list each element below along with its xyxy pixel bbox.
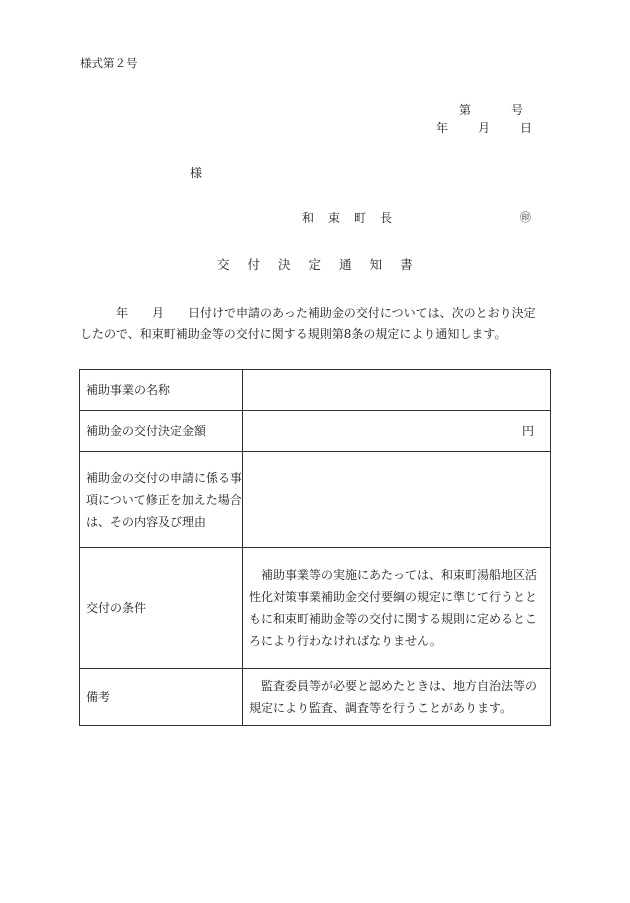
table-row xyxy=(80,548,551,669)
table-row xyxy=(80,452,551,548)
document-title xyxy=(217,259,413,272)
issuer-char: 和 xyxy=(302,211,315,225)
seal-mark: ㊞ xyxy=(520,211,531,224)
table-row xyxy=(80,411,551,452)
body-month: 月 xyxy=(152,306,165,320)
title-char: 書 xyxy=(400,257,413,272)
title-char: 決 xyxy=(278,257,291,272)
title-char: 交 xyxy=(217,257,230,272)
label-project-name: 補助事業の名称 xyxy=(80,370,243,411)
grant-info-table xyxy=(79,369,551,726)
table-row xyxy=(80,370,551,411)
label-remarks: 備考 xyxy=(80,669,243,726)
document-date xyxy=(436,122,532,134)
issuer-char: 町 xyxy=(354,211,367,225)
document-number-prefix: 第 xyxy=(459,103,472,117)
table-row xyxy=(80,669,551,726)
value-grant-amount: 円 xyxy=(243,411,551,452)
notice-body-line xyxy=(80,303,554,324)
title-char: 定 xyxy=(308,257,322,272)
issuer-char: 束 xyxy=(328,211,341,225)
document-number-suffix: 号 xyxy=(511,103,524,117)
notice-body-line: したので、和束町補助金等の交付に関する規則第8条の規定により通知します。 xyxy=(80,327,507,341)
title-char: 付 xyxy=(247,257,261,272)
value-modification-reason xyxy=(243,452,551,548)
issuer-char: 長 xyxy=(380,211,393,225)
addressee: 様 xyxy=(190,166,203,180)
body-year: 年 xyxy=(116,306,129,320)
title-char: 通 xyxy=(339,257,352,272)
value-grant-conditions: 補助事業等の実施にあたっては、和束町湯船地区活性化対策事業補助金交付要綱の規定に準じて行うとともに和束町補助金等の交付に関する規則に定めるところにより行わなければなりません。 xyxy=(243,548,551,669)
label-grant-conditions: 交付の条件 xyxy=(80,548,243,669)
notice-body xyxy=(80,303,554,345)
date-year: 年 xyxy=(436,121,449,135)
value-remarks: 監査委員等が必要と認めたときは、地方自治法等の規定により監査、調査等を行うことがあります。 xyxy=(243,669,551,726)
label-grant-amount: 補助金の交付決定金額 xyxy=(80,411,243,452)
label-modification-reason: 補助金の交付の申請に係る事項について修正を加えた場合は、その内容及び理由 xyxy=(80,452,243,548)
date-month: 月 xyxy=(478,121,491,135)
form-number: 様式第２号 xyxy=(80,56,138,70)
document-number xyxy=(459,104,523,116)
title-char: 知 xyxy=(369,257,383,272)
value-project-name xyxy=(243,370,551,411)
date-day: 日 xyxy=(520,121,533,135)
issuer-name xyxy=(302,212,392,224)
body-text-line1: 日付けで申請のあった補助金の交付については、次のとおり決定 xyxy=(188,306,536,320)
